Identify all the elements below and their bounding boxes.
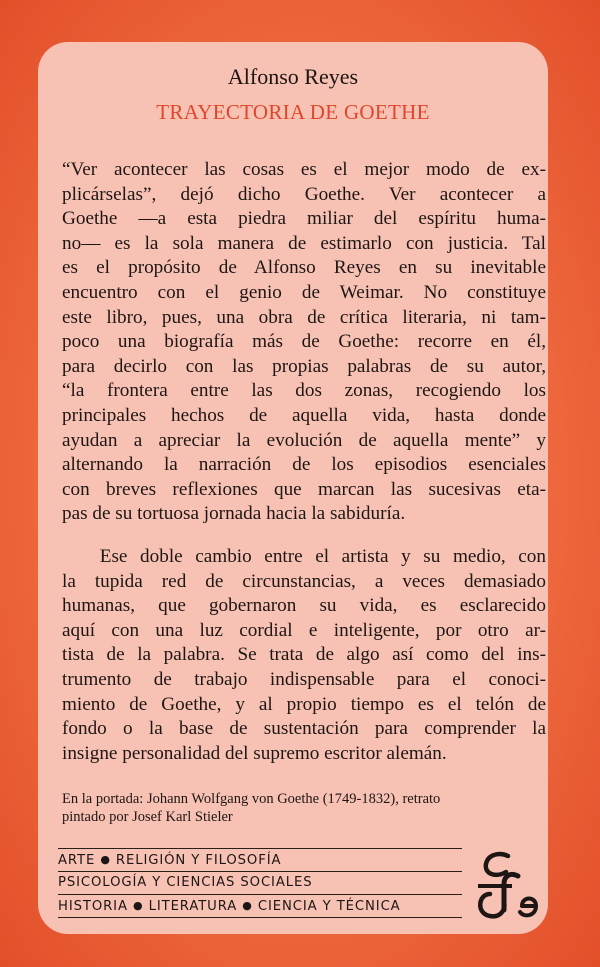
category-label: PSICOLOGÍA Y CIENCIAS SOCIALES bbox=[58, 875, 313, 890]
category-label: RELIGIÓN Y FILOSOFÍA bbox=[115, 853, 282, 868]
caption-line: En la portada: Johann Wolfgang von Goethe (1749-1832), retrato bbox=[62, 791, 441, 807]
synopsis-paragraph-2 bbox=[62, 545, 546, 766]
text-line: este libro, pues, una obra de crítica literaria, ni tam- bbox=[62, 306, 546, 328]
text-line: pas de su tortuosa jornada hacia la sabiduría. bbox=[62, 503, 406, 525]
text-line: para decirlo con las propias palabras de su autor, bbox=[62, 355, 546, 377]
text-line: trumento de trabajo indispensable para el conoci- bbox=[62, 668, 546, 690]
category-row bbox=[58, 894, 462, 918]
category-row bbox=[58, 871, 462, 894]
collection-categories bbox=[58, 848, 462, 918]
book-title: TRAYECTORIA DE GOETHE bbox=[156, 100, 430, 124]
bullet-icon: ● bbox=[242, 899, 253, 912]
category-row bbox=[58, 848, 462, 871]
category-label: HISTORIA bbox=[58, 899, 128, 914]
category-label: LITERATURA bbox=[148, 899, 238, 914]
cover-caption bbox=[62, 790, 532, 826]
bullet-icon: ● bbox=[100, 853, 111, 866]
text-line: tista de la palabra. Se trata de algo así como del ins- bbox=[62, 644, 546, 666]
bullet-icon: ● bbox=[132, 899, 144, 912]
category-label: CIENCIA Y TÉCNICA bbox=[257, 899, 401, 914]
text-line: encuentro con el genio de Weimar. No constituye bbox=[62, 281, 546, 303]
text-line: la tupida red de circunstancias, a veces demasiado bbox=[62, 570, 546, 592]
caption-line: pintado por Josef Karl Stieler bbox=[62, 809, 233, 825]
text-line: plicárselas”, dejó dicho Goethe. Ver acontecer a bbox=[62, 183, 546, 205]
author-name: Alfonso Reyes bbox=[227, 64, 359, 89]
synopsis-paragraph-1 bbox=[62, 158, 546, 527]
category-label: ARTE bbox=[58, 853, 96, 868]
text-line: no— es la sola manera de estimarlo con justicia. Tal bbox=[62, 232, 546, 254]
text-line: es el propósito de Alfonso Reyes en su inevitable bbox=[62, 257, 546, 279]
text-line: con breves reflexiones que marcan las sucesivas eta- bbox=[62, 478, 546, 500]
publisher-logo-icon bbox=[470, 850, 540, 922]
text-line: aquí con una luz cordial e inteligente, por otro ar- bbox=[62, 619, 546, 641]
text-line: principales hechos de aquella vida, hasta donde bbox=[62, 404, 546, 426]
text-line: Goethe —a esta piedra miliar del espíritu huma- bbox=[62, 208, 546, 230]
text-line: alternando la narración de los episodios esenciales bbox=[62, 454, 546, 476]
text-line: Ese doble cambio entre el artista y su medio, con bbox=[62, 546, 546, 567]
text-line: “la frontera entre las dos zonas, recogiendo los bbox=[62, 380, 546, 402]
text-line: humanas, que gobernaron su vida, es esclarecido bbox=[62, 595, 546, 617]
text-line: poco una biografía más de Goethe: recorre en él, bbox=[62, 331, 546, 353]
back-cover-panel bbox=[38, 42, 548, 934]
text-line: “Ver acontecer las cosas es el mejor modo de ex- bbox=[62, 159, 546, 180]
text-line: insigne personalidad del supremo escritor alemán. bbox=[62, 742, 447, 764]
text-line: fondo o la base de sustentación para comprender la bbox=[62, 718, 546, 740]
text-line: miento de Goethe, y al propio tiempo es el telón de bbox=[62, 693, 546, 715]
text-line: ayudan a apreciar la evolución de aquella mente” y bbox=[62, 429, 546, 451]
